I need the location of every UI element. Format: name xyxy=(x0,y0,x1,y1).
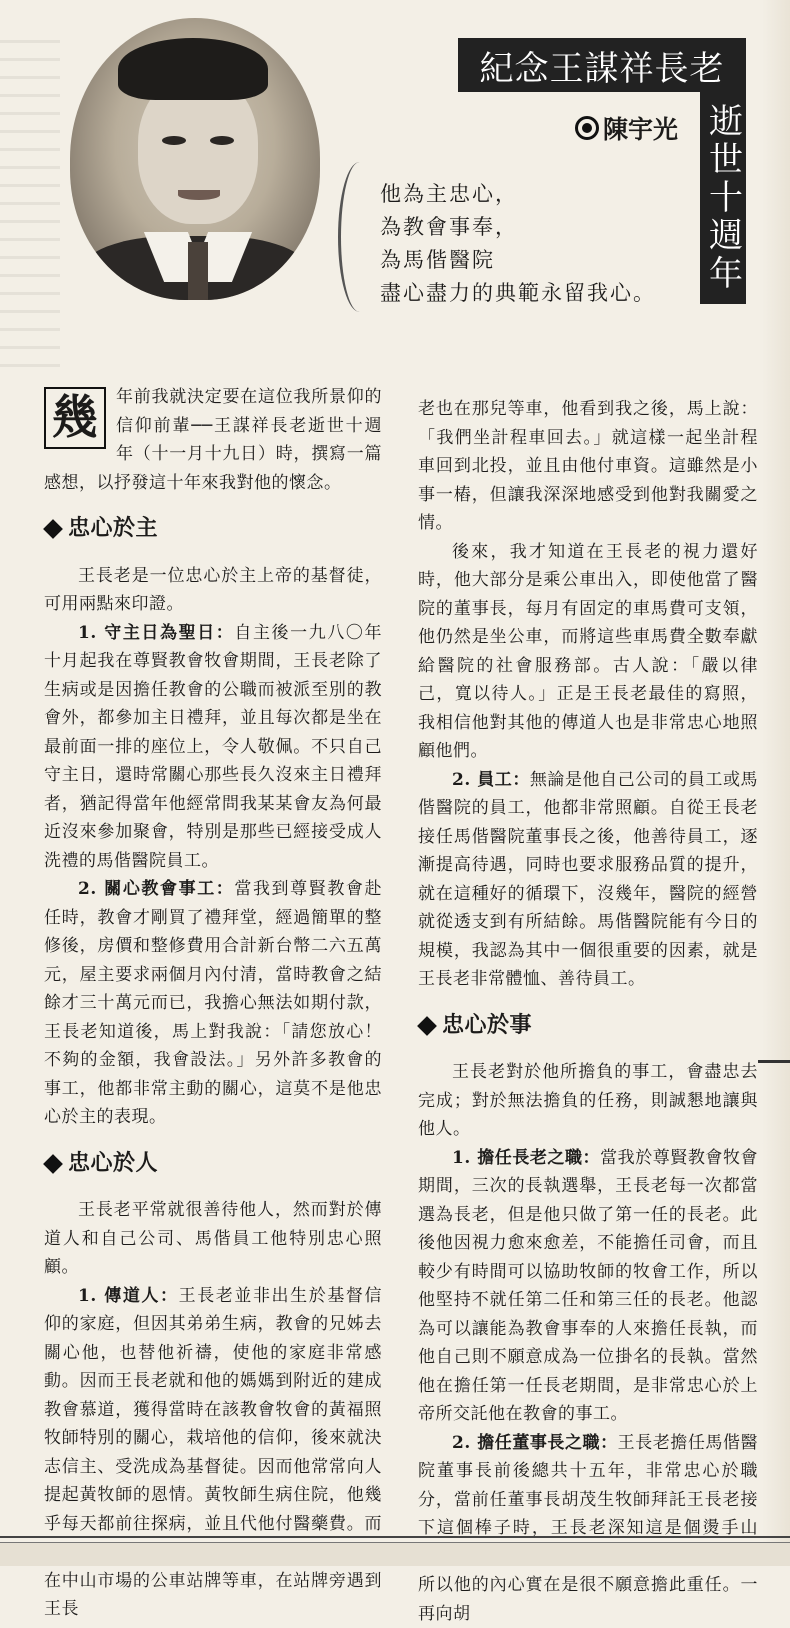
paragraph xyxy=(44,619,382,876)
paragraph-text: 自主後一九八〇年十月起我在尊賢教會牧會期間，王長老除了生病或是因擔任教會的公職而被派至別的教會外，都參加主日禮拜，並且每次都是坐在最前面一排的座位上，令人敬佩。不只自己守主日，還時常關心那些長久沒來主日禮拜者，猶記得當年他經常問我某某會友為何最近沒來參加聚會，特別是那些已經接受成人洗禮的馬偕醫院員工。 xyxy=(44,623,382,871)
paragraph-lead: 1. 守主日為聖日： xyxy=(78,623,234,643)
poem xyxy=(380,178,656,310)
poem-line: 他為主忠心， xyxy=(380,178,656,211)
article-title-horizontal: 紀念王謀祥長老 xyxy=(458,38,746,92)
author-byline xyxy=(575,110,678,146)
dropcap: 幾 xyxy=(44,387,106,449)
poem-line: 盡心盡力的典範永留我心。 xyxy=(380,277,656,310)
portrait-eye-left xyxy=(162,136,186,145)
diamond-icon xyxy=(43,1154,63,1174)
bullseye-icon xyxy=(575,116,599,140)
paragraph-text: 當我於尊賢教會牧會期間，三次的長執選舉，王長老每一次都當選為長老，但是他只做了第一任的長老。此後他因視力愈來愈差，不能擔任司會，而且較少有時間可以協助牧師的牧會工作，所以他堅持不就任第二任和第三任的長老。他認為可以讓能為教會事奉的人來擔任長執，而他自己則不願意成為一位掛名的長執。當然他在擔任第一任長老期間，是非常忠心於上帝所交託他在教會的事工。 xyxy=(418,1148,758,1425)
column-right xyxy=(418,395,758,1628)
paragraph-text: 無論是他自己公司的員工或馬偕醫院的員工，他都非常照顧。自從王長老接任馬偕醫院董事長之後，他善待員工，逐漸提高待遇，同時也要求服務品質的提升，就在這種好的循環下，沒幾年，醫院的經營就從透支到有所結餘。馬偕醫院能有今日的規模，我認為其中一個很重要的因素，就是王長老非常體恤、善待員工。 xyxy=(418,770,758,990)
portrait-mouth xyxy=(178,190,220,200)
paragraph-continued xyxy=(418,395,758,538)
poem-bracket xyxy=(338,162,381,312)
paragraph-text: 王長老並非出生於基督信仰的家庭，但因其弟弟生病，教會的兄姊去關心他，也替他祈禱，使他的家庭非常感動。因而王長老就和他的媽媽到附近的建成教會慕道，獲得當時在該教會牧會的黃福照牧師特別的關心，栽培他的信仰，後來就決志信主、受洗成為基督徒。因而他常常向人提起黃牧師的恩情。黃牧師生病住院，他幾乎每天都前往探病，並且代他付醫藥費。而 在中山市場的公車站牌等車，在站牌旁遇到王長 xyxy=(44,1286,382,1620)
portrait-photo xyxy=(70,18,320,300)
paragraph: 後來，我才知道在王長老的視力還好時，他大部分是乘公車出入，即使他當了醫院的董事長，每月有固定的車馬費可支領，他仍然是坐公車，而將這些車馬費全數奉獻給醫院的社會服務部。古人說：「嚴以律己，寬以待人。」正是王長老最佳的寫照，我相信他對其他的傳道人也是非常忠心地照顧他們。 xyxy=(418,538,758,766)
paragraph-lead: 2. 關心教會事工： xyxy=(78,879,234,899)
section-heading xyxy=(42,1150,382,1179)
section-heading-text: 忠心於事 xyxy=(442,1012,532,1041)
paragraph: 王長老平常就很善待他人，然而對於傳道人和自己公司、馬偕員工他特別忠心照顧。 xyxy=(44,1196,382,1282)
intro-paragraph xyxy=(44,383,382,497)
intro-text: 年前我就決定要在這位我所景仰的信仰前輩──王謀祥長老逝世十週年（十一月十九日）時，撰寫一篇感想，以抒發這十年來我對他的懷念。 xyxy=(44,387,382,493)
paragraph-lead: 1. 擔任長老之職： xyxy=(452,1148,600,1168)
paragraph-text: 老也在那兒等車，他看到我之後，馬上說：「我們坐計程車回去。」就這樣一起坐計程車回到北投，並且由他付車資。這雖然是小事一樁，但讓我深深地感受到他對我關愛之情。 xyxy=(418,399,758,533)
paragraph xyxy=(418,1429,758,1628)
paragraph xyxy=(44,875,382,1132)
paragraph xyxy=(418,1144,758,1429)
paragraph: 王長老是一位忠心於主上帝的基督徒，可用兩點來印證。 xyxy=(44,562,382,619)
paragraph-text: 王長老擔任馬偕醫院董事長前後總共十五年，非常忠心於職分，當前任董事長胡茂生牧師拜託王長老接下這個棒子時，王長老深知這是個燙手山 所以他的內心實在是很不願意擔此重任。一再向胡 xyxy=(418,1433,758,1624)
paragraph-lead: 1. 傳道人： xyxy=(78,1286,179,1306)
bottom-rule xyxy=(0,1536,790,1543)
side-rule xyxy=(758,1060,790,1063)
section-heading xyxy=(416,1012,758,1041)
section-heading-text: 忠心於人 xyxy=(68,1150,158,1179)
article-title-vertical: 逝世十週年 xyxy=(700,92,746,304)
poem-line: 為教會事奉， xyxy=(380,211,656,244)
page-edge xyxy=(762,0,790,1566)
paragraph-lead: 2. 員工： xyxy=(452,770,530,790)
poem-line: 為馬偕醫院 xyxy=(380,244,656,277)
author-name: 陳宇光 xyxy=(603,110,678,146)
diamond-icon xyxy=(43,519,63,539)
section-heading xyxy=(42,515,382,544)
paragraph-text: 當我到尊賢教會赴任時，教會才剛買了禮拜堂，經過簡單的整修後，房價和整修費用合計新台幣二六五萬元，屋主要求兩個月內付清，當時教會之結餘才三十萬元而已，我擔心無法如期付款，王長老知道後，馬上對我說：「請您放心！不夠的金額，我會設法。」另外許多教會的事工，他都非常主動的關心，這莫不是他忠心於主的表現。 xyxy=(44,879,382,1127)
adjacent-page-bleed xyxy=(0,40,60,370)
bottom-strip xyxy=(0,1543,790,1566)
portrait-hair xyxy=(118,38,268,100)
column-left xyxy=(44,383,382,1624)
paragraph: 王長老對於他所擔負的事工，會盡忠去完成；對於無法擔負的任務，則誠懇地讓與他人。 xyxy=(418,1058,758,1144)
diamond-icon xyxy=(417,1016,437,1036)
portrait-tie xyxy=(188,242,208,300)
section-heading-text: 忠心於主 xyxy=(68,515,158,544)
paragraph xyxy=(418,766,758,994)
paragraph-lead: 2. 擔任董事長之職： xyxy=(452,1433,618,1453)
portrait-eye-right xyxy=(210,136,234,145)
paragraph xyxy=(44,1282,382,1624)
